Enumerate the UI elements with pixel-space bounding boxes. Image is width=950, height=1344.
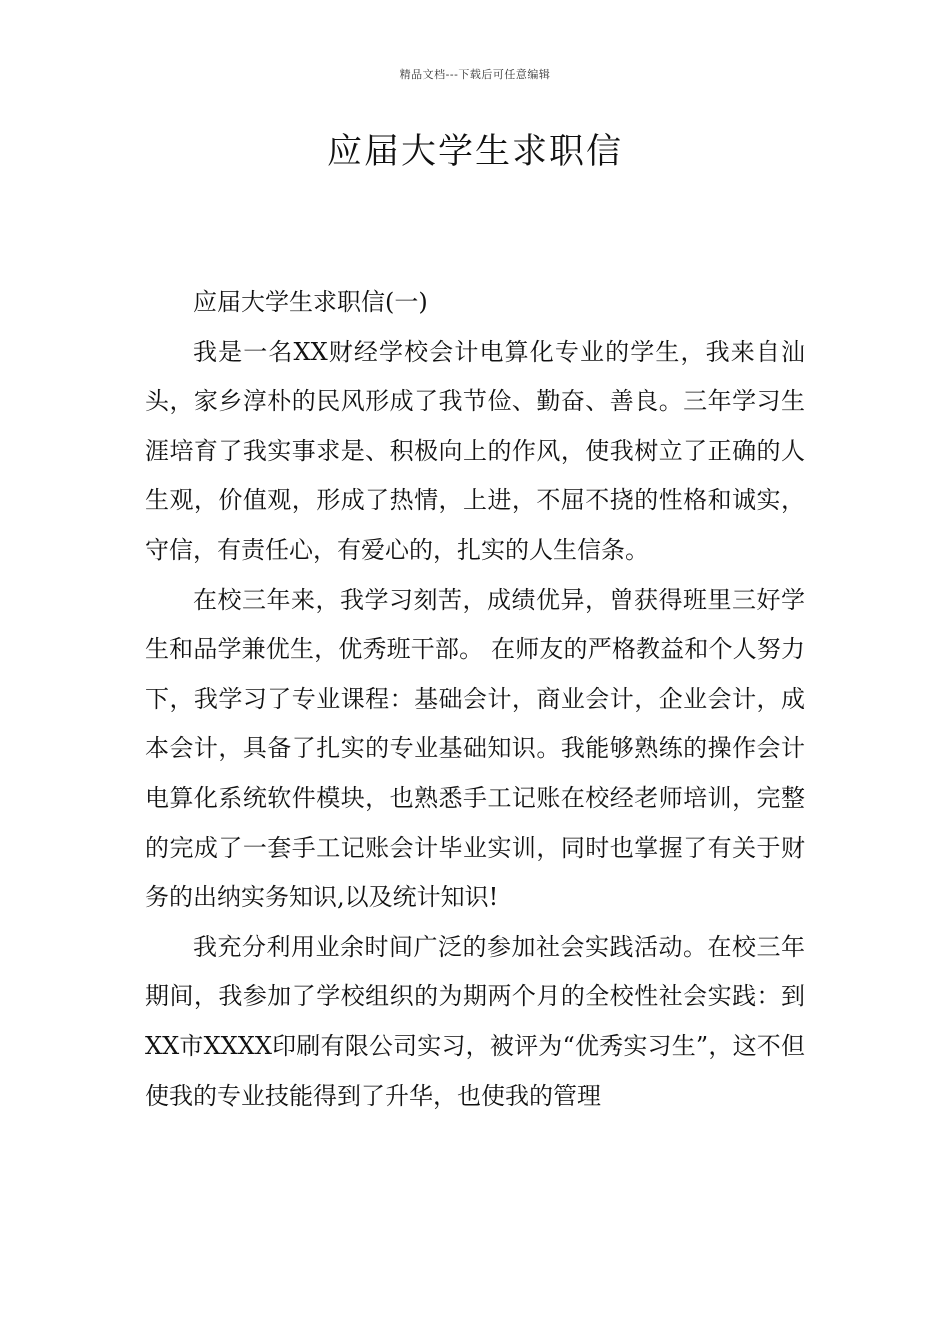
document-title: 应届大学生求职信 — [326, 132, 623, 172]
document-body — [145, 278, 805, 1121]
paragraph-practice: 我充分利用业余时间广泛的参加社会实践活动。在校三年期间，我参加了学校组织的为期两个月的全校性社会实践：到XX市XXXX印刷有限公司实习，被评为“优秀实习生”，这不但使我的专业技能得到了升华，也使我的管理 — [145, 932, 805, 1110]
paragraph-study: 在校三年来，我学习刻苦，成绩优异，曾获得班里三好学生和品学兼优生，优秀班干部。 在师友的严格教益和个人努力下，我学习了专业课程：基础会计，商业会计，企业会计，成本会计，具备了扎实的专业基础知识。我能够熟练的操作会计电算化系统软件模块，也熟悉手工记账在校经老师培训，完整的完成了一套手工记账会计毕业实训，同时也掌握了有关于财务的出纳实务知识,以及统计知识! — [145, 585, 805, 912]
paragraph-introduction: 我是一名XX财经学校会计电算化专业的学生，我来自汕头，家乡淳朴的民风形成了我节俭、勤奋、善良。三年学习生涯培育了我实事求是、积极向上的作风，使我树立了正确的人生观，价值观，形成了热情，上进，不屈不挠的性格和诚实，守信，有责任心，有爱心的，扎实的人生信条。 — [145, 337, 805, 564]
header-note: 精品文档---下载后可任意编辑 — [399, 68, 551, 81]
section-heading: 应届大学生求职信(一) — [193, 288, 428, 316]
